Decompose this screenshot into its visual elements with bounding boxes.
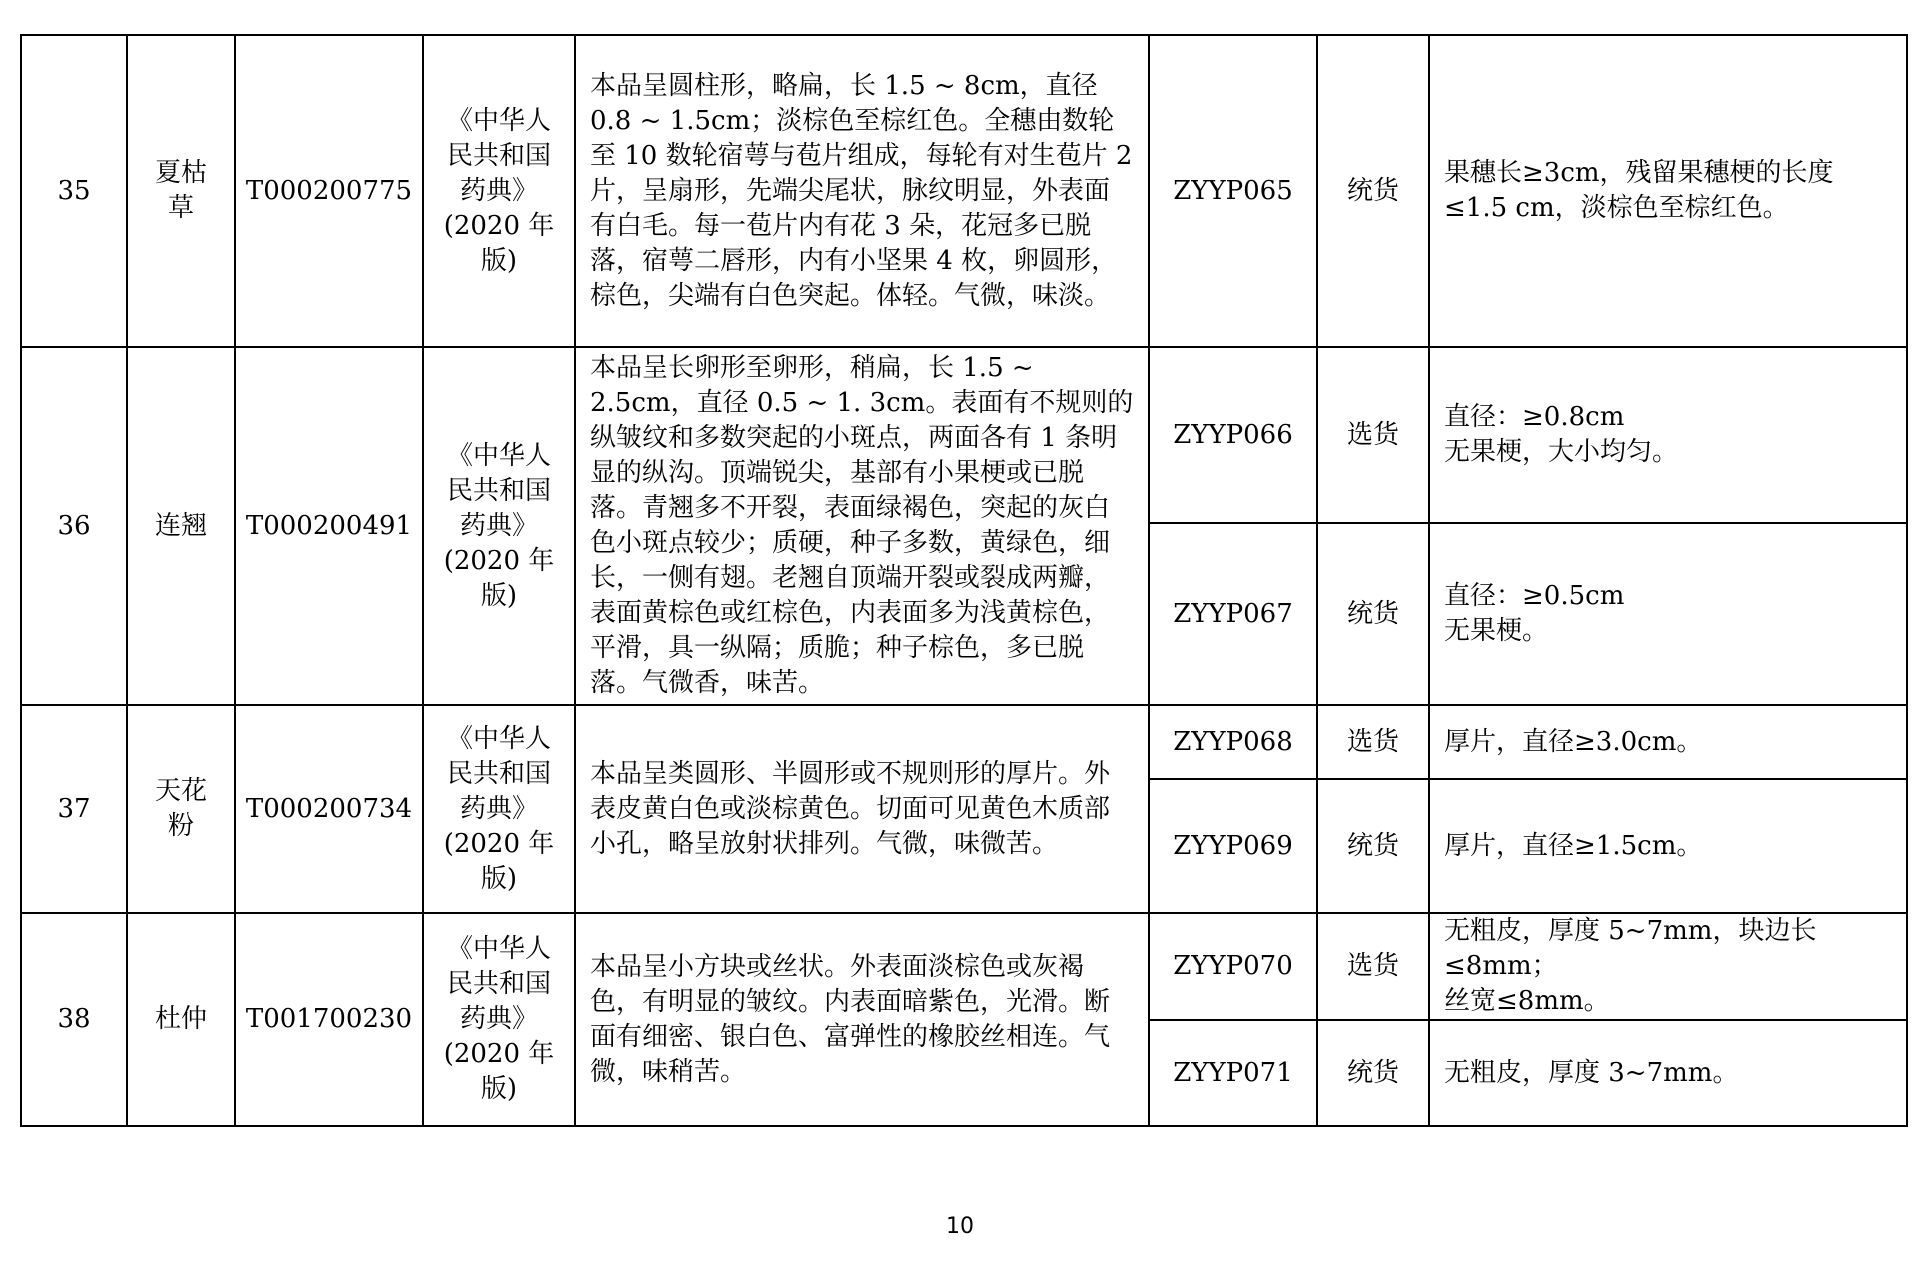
grade-label: 选货 — [1317, 913, 1429, 1020]
herb-code: T000200775 — [235, 35, 423, 347]
spec-code: ZYYP069 — [1149, 779, 1317, 913]
table-row — [21, 913, 1907, 1020]
description: 本品呈类圆形、半圆形或不规则形的厚片。外表皮黄白色或淡棕黄色。切面可见黄色木质部小孔，略呈放射状排列。气微，味微苦。 — [575, 705, 1149, 913]
spec-code: ZYYP071 — [1149, 1020, 1317, 1126]
grade-requirement: 直径：≥0.5cm 无果梗。 — [1429, 523, 1907, 705]
spec-code: ZYYP065 — [1149, 35, 1317, 347]
grade-requirement: 厚片，直径≥3.0cm。 — [1429, 705, 1907, 779]
herb-name: 夏枯 草 — [127, 35, 235, 347]
standard-reference: 《中华人 民共和国 药典》 (2020 年 版) — [423, 35, 575, 347]
item-number: 35 — [21, 35, 127, 347]
grade-label: 统货 — [1317, 779, 1429, 913]
page-number: 10 — [946, 1214, 974, 1239]
grade-requirement: 果穗长≥3cm，残留果穗梗的长度 ≤1.5 cm，淡棕色至棕红色。 — [1429, 35, 1907, 347]
description: 本品呈长卵形至卵形，稍扁，长 1.5 ~ 2.5cm，直径 0.5 ~ 1. 3cm。表面有不规则的纵皱纹和多数突起的小斑点，两面各有 1 条明显的纵沟。顶端锐尖，基部有小果梗或已脱落。青翘多不开裂，表面绿褐色，突起的灰白色小斑点较少；质硬，种子多数，黄绿色，细长，一侧有翅。老翘自顶端开裂或裂成两瓣，表面黄棕色或红棕色，内表面多为浅黄棕色，平滑，具一纵隔；质脆；种子棕色，多已脱落。气微香，味苦。 — [575, 347, 1149, 705]
spec-code: ZYYP068 — [1149, 705, 1317, 779]
herb-code: T001700230 — [235, 913, 423, 1126]
item-number: 37 — [21, 705, 127, 913]
grade-label: 选货 — [1317, 705, 1429, 779]
item-number: 38 — [21, 913, 127, 1126]
standard-reference: 《中华人 民共和国 药典》 (2020 年 版) — [423, 913, 575, 1126]
herb-name: 杜仲 — [127, 913, 235, 1126]
grade-label: 选货 — [1317, 347, 1429, 523]
grade-requirement: 直径：≥0.8cm 无果梗，大小均匀。 — [1429, 347, 1907, 523]
herb-code: T000200734 — [235, 705, 423, 913]
grade-requirement: 厚片，直径≥1.5cm。 — [1429, 779, 1907, 913]
grade-label: 统货 — [1317, 523, 1429, 705]
grading-table — [20, 34, 1908, 1127]
grade-requirement: 无粗皮，厚度 3~7mm。 — [1429, 1020, 1907, 1126]
description: 本品呈圆柱形，略扁，长 1.5 ~ 8cm，直径 0.8 ~ 1.5cm；淡棕色至棕红色。全穗由数轮至 10 数轮宿萼与苞片组成，每轮有对生苞片 2 片，呈扇形，先端尖尾状，脉纹明显，外表面有白毛。每一苞片内有花 3 朵，花冠多已脱落，宿萼二唇形，内有小坚果 4 枚，卵圆形，棕色，尖端有白色突起。体轻。气微，味淡。 — [575, 35, 1149, 347]
grade-requirement: 无粗皮，厚度 5~7mm，块边长≤8mm； 丝宽≤8mm。 — [1429, 913, 1907, 1020]
spec-code: ZYYP070 — [1149, 913, 1317, 1020]
herb-name: 连翘 — [127, 347, 235, 705]
table-row — [21, 347, 1907, 523]
spec-code: ZYYP067 — [1149, 523, 1317, 705]
table-row — [21, 705, 1907, 779]
description: 本品呈小方块或丝状。外表面淡棕色或灰褐色，有明显的皱纹。内表面暗紫色，光滑。断面有细密、银白色、富弹性的橡胶丝相连。气微，味稍苦。 — [575, 913, 1149, 1126]
standard-reference: 《中华人 民共和国 药典》 (2020 年 版) — [423, 705, 575, 913]
spec-code: ZYYP066 — [1149, 347, 1317, 523]
grade-label: 统货 — [1317, 35, 1429, 347]
herb-code: T000200491 — [235, 347, 423, 705]
table-row — [21, 35, 1907, 347]
standard-reference: 《中华人 民共和国 药典》 (2020 年 版) — [423, 347, 575, 705]
item-number: 36 — [21, 347, 127, 705]
herb-name: 天花 粉 — [127, 705, 235, 913]
grade-label: 统货 — [1317, 1020, 1429, 1126]
